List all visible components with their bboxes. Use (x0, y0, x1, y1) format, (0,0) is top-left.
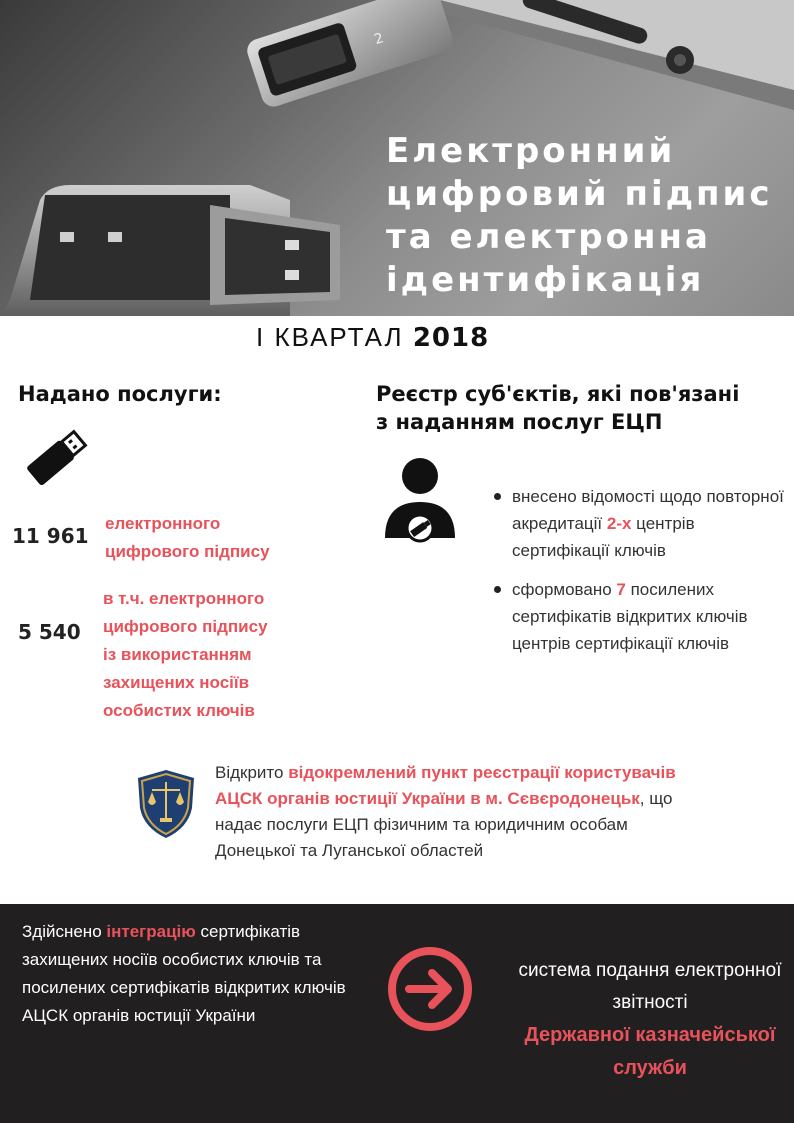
registry-heading-line: з наданням послуг ЕЦП (376, 410, 663, 434)
svg-text:2: 2 (372, 30, 386, 49)
service-desc-protected (103, 585, 268, 725)
hero-title-line: Електронний (386, 131, 676, 171)
registry-bullets (492, 483, 792, 669)
registry-heading (376, 380, 739, 436)
service-desc-line: цифрового підпису (103, 617, 268, 636)
service-count-protected: 5 540 (18, 620, 81, 644)
service-desc-ecp (105, 510, 270, 566)
hero-banner (0, 0, 794, 316)
service-desc-line: в т.ч. електронного (103, 589, 265, 608)
service-desc-line: захищених носіїв (103, 673, 250, 692)
highlight: відокремлений пункт реєстрації користувачів АЦСК органів юстиції України в м. Сєвєродонецьк (215, 763, 676, 808)
highlight: Державної казначейської служби (524, 1024, 776, 1079)
services-heading: Надано послуги: (18, 382, 222, 406)
list-item: внесено відомості щодо повторної акредитації 2-х центрів сертифікації ключів (492, 483, 792, 564)
hero-title (386, 130, 786, 302)
arrow-right-circle-icon (387, 946, 473, 1032)
hero-title-line: цифровий підпис (386, 174, 773, 214)
service-desc-line: особистих ключів (103, 701, 255, 720)
opened-point-text: Відкрито відокремлений пункт реєстрації користувачів АЦСК органів юстиції України в м. Сєвєродонецьк, що надає послуги ЕЦП фізичним та юридичним особам Донецької та Луганської областей (215, 763, 676, 860)
system-label: система подання електронної звітності (518, 960, 782, 1013)
justice-shield-icon (136, 768, 196, 840)
integration-text: Здійснено інтеграцію сертифікатів захищених носіїв особистих ключів та посилених сертифікатів відкритих ключів АЦСК органів юстиції України (22, 922, 346, 1025)
list-item: сформовано 7 посилених сертифікатів відкритих ключів центрів сертифікації ключів (492, 576, 792, 657)
usb-flash-drive-icon (22, 424, 90, 490)
hero-title-line: ідентифікація (386, 260, 705, 300)
highlight: інтеграцію (106, 922, 196, 941)
highlight: 2-х (606, 514, 632, 533)
service-count-ecp: 11 961 (12, 524, 89, 548)
quarter-prefix: І КВАРТАЛ (256, 322, 404, 352)
service-desc-line: із використанням (103, 645, 252, 664)
hero-title-line: та електронна (386, 217, 711, 257)
service-desc-line: цифрового підпису (105, 542, 270, 561)
highlight: 7 (616, 580, 626, 599)
person-key-icon (383, 456, 457, 548)
quarter-year: 2018 (412, 323, 490, 353)
service-desc-line: електронного (105, 514, 221, 533)
quarter-label (256, 322, 489, 353)
registry-heading-line: Реєстр суб'єктів, які пов'язані (376, 382, 740, 406)
treasury-system-text (505, 955, 794, 1085)
